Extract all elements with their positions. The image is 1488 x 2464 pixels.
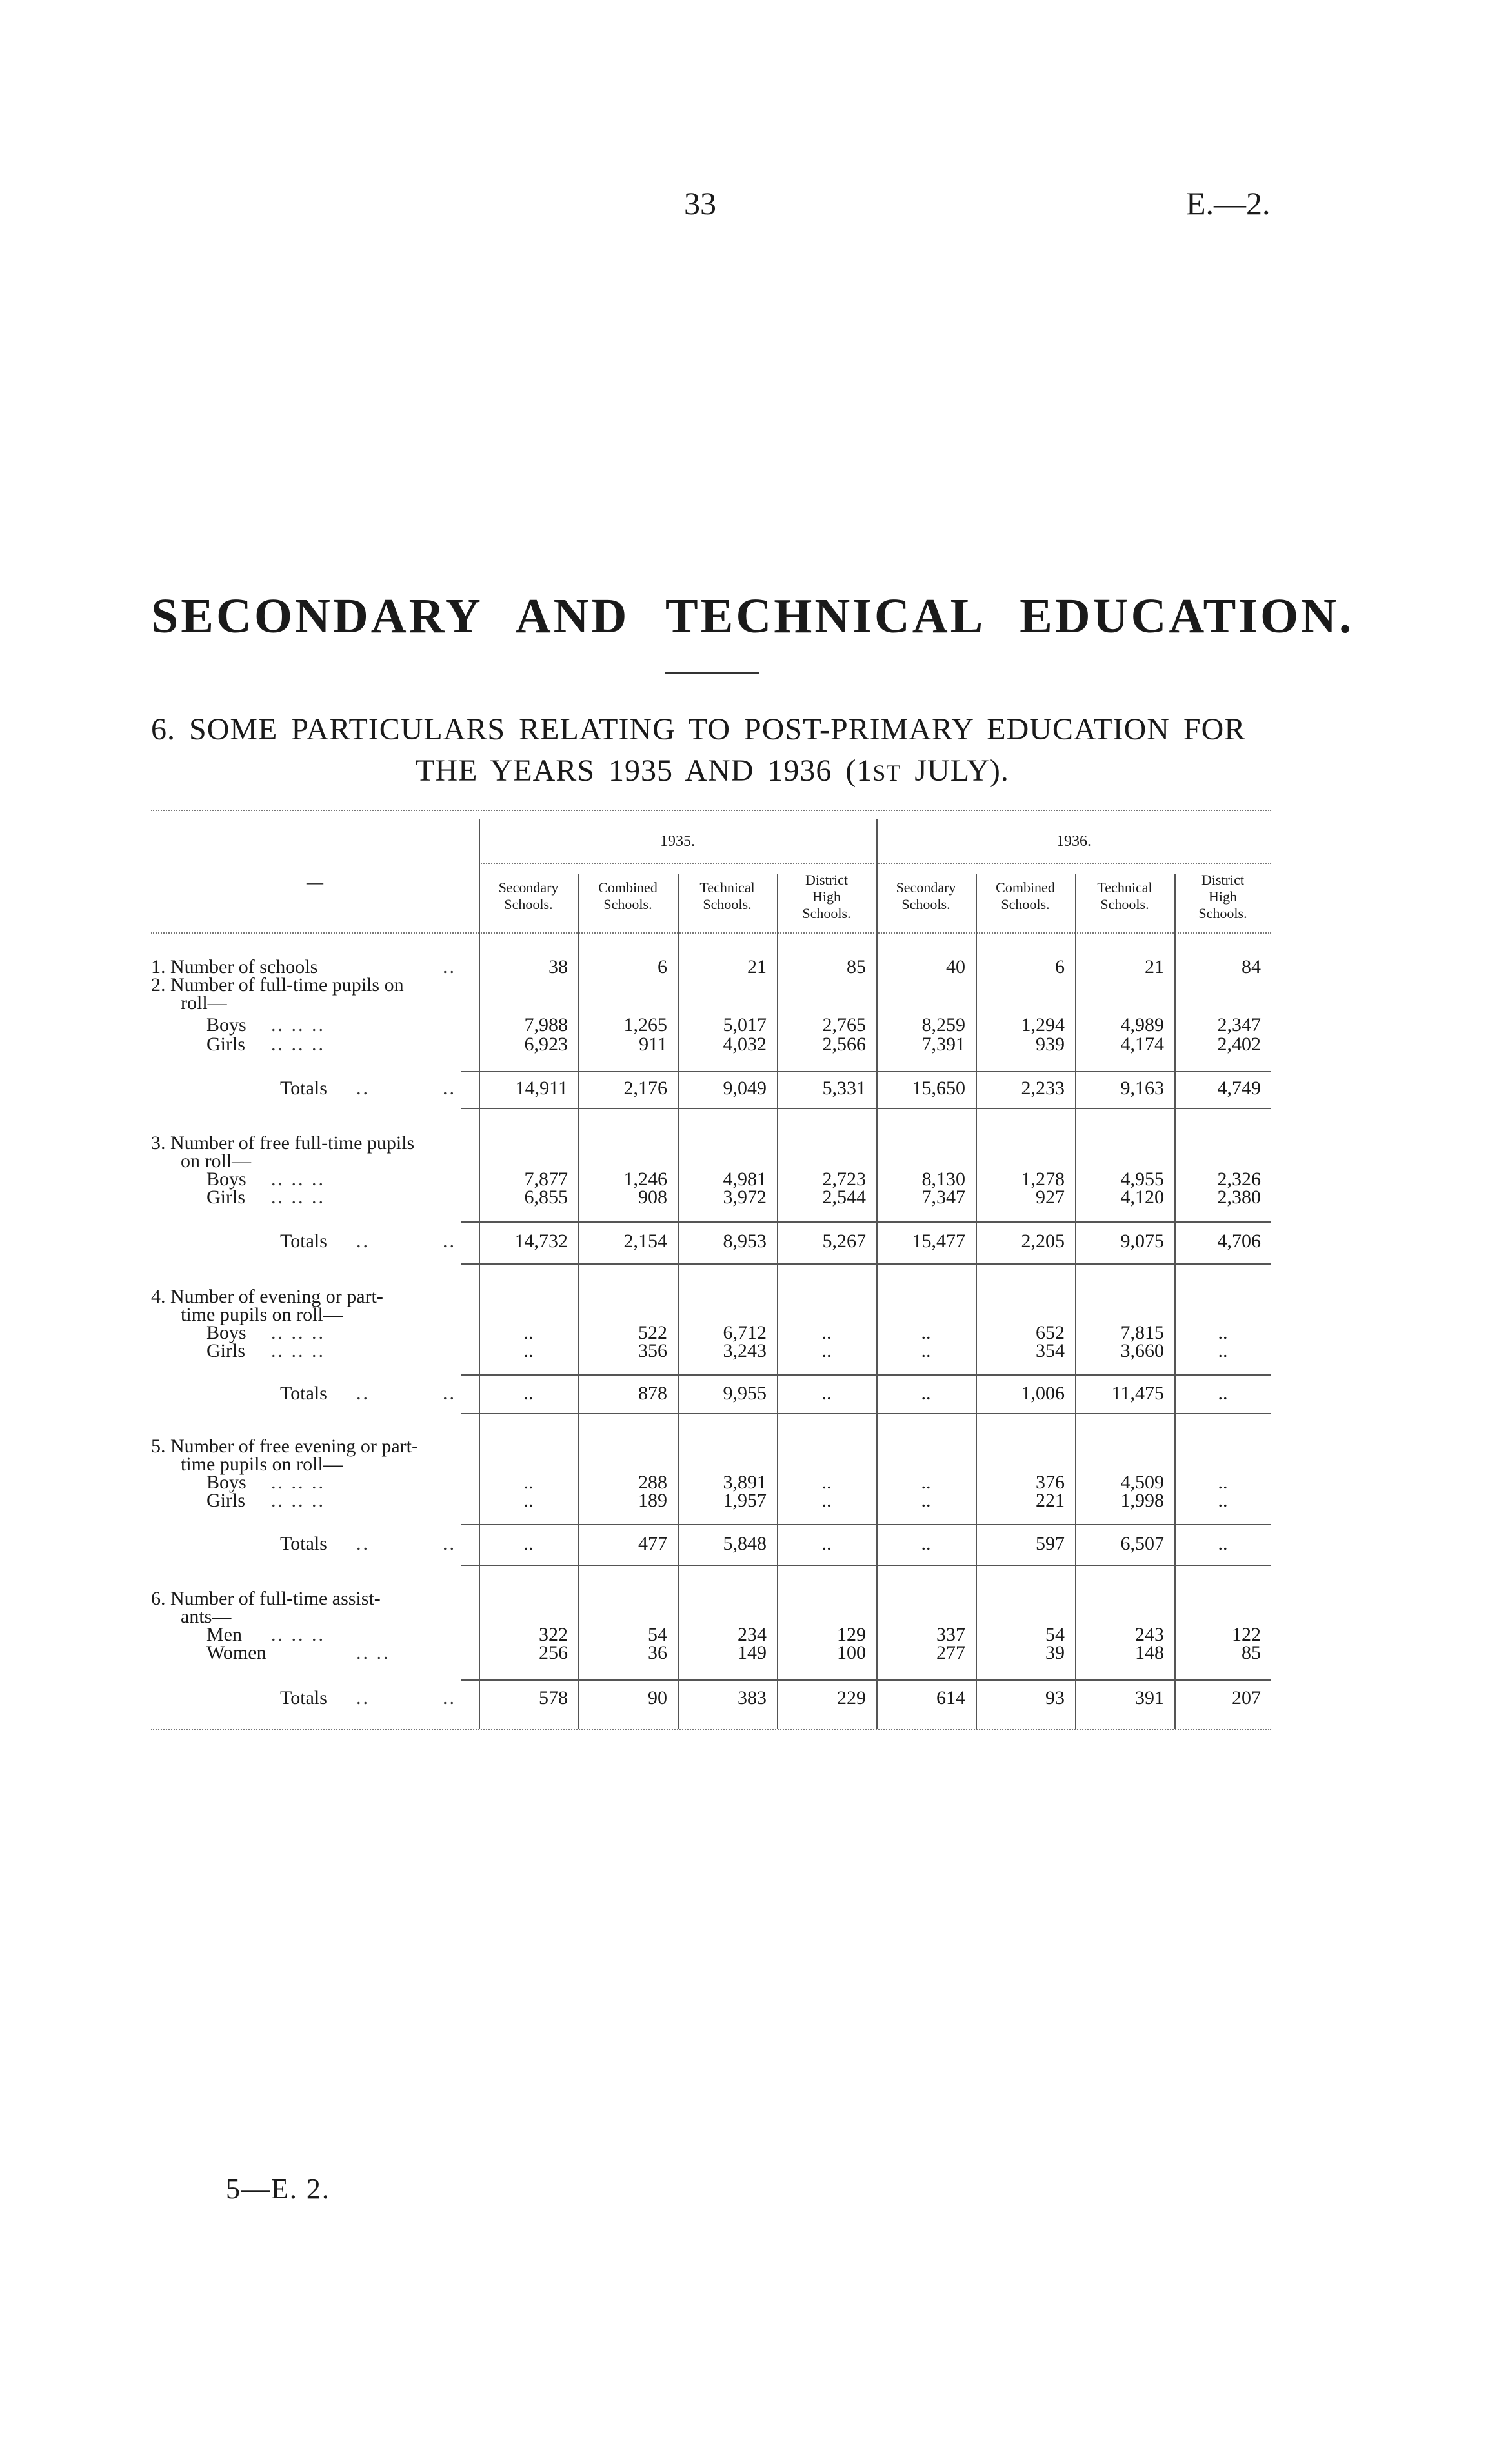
year-1935-header: 1935. [660, 833, 695, 850]
table-cell: 2,765 [822, 1014, 866, 1036]
col-header-line: Schools. [504, 896, 553, 912]
table-cell: 9,049 [723, 1077, 767, 1099]
label-assistants-cont: ants— [181, 1606, 232, 1627]
table-cell: 38 [548, 956, 568, 977]
table-cell: 376 [1036, 1472, 1065, 1493]
col-header-1936-secondary [876, 879, 976, 913]
table-cell: 6 [658, 956, 667, 977]
label-women: Women [206, 1642, 266, 1663]
table-cell: .. [821, 1533, 832, 1554]
table-cell: .. [523, 1490, 534, 1511]
table-cell: 9,075 [1120, 1230, 1164, 1252]
col-header-line: Secondary [896, 879, 956, 896]
table-cell: 149 [738, 1642, 767, 1663]
header-bottom-rule [151, 932, 1271, 934]
table-cell: .. [523, 1533, 534, 1554]
col-header-line: High [1209, 888, 1237, 905]
label-girls: Girls [206, 1340, 245, 1361]
table-cell: 878 [638, 1383, 667, 1404]
table-cell: 2,402 [1217, 1034, 1261, 1055]
label-full-time-pupils: 2. Number of full-time pupils on [151, 974, 404, 996]
col-header-line: Technical [1097, 879, 1152, 896]
table-cell: 85 [847, 956, 866, 977]
table-cell: 2,233 [1021, 1077, 1065, 1099]
label-totals: Totals [280, 1687, 327, 1708]
table-cell: 4,509 [1120, 1472, 1164, 1493]
table-cell: 578 [539, 1687, 568, 1708]
col-header-1936-technical [1075, 879, 1174, 913]
table-cell: 391 [1135, 1687, 1164, 1708]
label-totals: Totals [280, 1077, 327, 1099]
table-cell: 5,267 [822, 1230, 866, 1252]
table-cell: 356 [638, 1340, 667, 1361]
document-reference: E.—2. [1186, 185, 1271, 221]
table-cell: 14,732 [514, 1230, 568, 1252]
table-title-line-2-text: THE YEARS 1935 AND 1936 (1 [416, 754, 873, 788]
table-cell: .. [1218, 1322, 1228, 1343]
dots: .. .. .. [271, 1322, 325, 1343]
table-cell: 7,347 [921, 1187, 965, 1208]
table-cell: 6,712 [723, 1322, 767, 1343]
table-cell: 4,989 [1120, 1014, 1164, 1036]
label-men: Men [206, 1624, 242, 1645]
table-cell: 2,347 [1217, 1014, 1261, 1036]
table-cell: 8,953 [723, 1230, 767, 1252]
table-cell: 7,391 [921, 1034, 965, 1055]
table-cell: 614 [936, 1687, 965, 1708]
table-cell: 54 [648, 1624, 667, 1645]
table-bottom-rule [151, 1729, 1271, 1730]
table-cell: 243 [1135, 1624, 1164, 1645]
table-cell: .. [523, 1383, 534, 1404]
col-divider-7 [1174, 874, 1176, 1729]
table-cell: 8,259 [921, 1014, 965, 1036]
dots: .. [356, 1383, 370, 1404]
label-number-of-schools: 1. Number of schools [151, 956, 318, 977]
dots: .. [443, 956, 456, 977]
table-cell: .. [921, 1533, 931, 1554]
table-cell: .. [1218, 1533, 1228, 1554]
table-cell: .. [523, 1340, 534, 1361]
table-cell: 477 [638, 1533, 667, 1554]
dots: .. .. [356, 1642, 390, 1663]
table-cell: 6,855 [524, 1187, 568, 1208]
footer-reference: 5—E. 2. [226, 2173, 330, 2205]
col-divider-5 [976, 874, 977, 1729]
table-cell: 2,154 [623, 1230, 667, 1252]
dots: .. [356, 1077, 370, 1099]
statistics-table [151, 810, 1271, 1732]
dots: .. .. .. [271, 1034, 325, 1055]
table-cell: 3,243 [723, 1340, 767, 1361]
table-cell: 597 [1036, 1533, 1065, 1554]
table-cell: 4,706 [1217, 1230, 1261, 1252]
table-cell: 11,475 [1111, 1383, 1164, 1404]
label-free-evening-pupils-cont: time pupils on roll— [181, 1454, 343, 1475]
col-header-line: Schools. [703, 896, 752, 912]
table-cell: .. [523, 1322, 534, 1343]
table-cell: 148 [1135, 1642, 1164, 1663]
table-cell: .. [1218, 1472, 1228, 1493]
rule-ft-totals-top [461, 1071, 1271, 1072]
dots: .. .. .. [271, 1187, 325, 1208]
col-header-line: District [805, 872, 848, 888]
rule-staff-totals-top [461, 1679, 1271, 1681]
table-cell: 234 [738, 1624, 767, 1645]
table-cell: 6 [1055, 956, 1065, 977]
table-cell: .. [821, 1340, 832, 1361]
table-cell: 7,815 [1120, 1322, 1164, 1343]
year-1936-header: 1936. [1056, 833, 1091, 850]
rule-ft-totals-bottom [461, 1108, 1271, 1109]
table-cell: 4,174 [1120, 1034, 1164, 1055]
table-cell: 15,650 [912, 1077, 965, 1099]
col-divider-3 [777, 874, 778, 1729]
table-cell: 927 [1036, 1187, 1065, 1208]
dots: .. [443, 1687, 456, 1708]
title-rule [665, 672, 759, 674]
table-cell: .. [1218, 1383, 1228, 1404]
dots: .. .. .. [271, 1168, 325, 1190]
table-cell: 4,120 [1120, 1187, 1164, 1208]
col-header-line: Technical [699, 879, 755, 896]
label-girls: Girls [206, 1187, 245, 1208]
table-cell: 21 [747, 956, 767, 977]
table-cell: 90 [648, 1687, 667, 1708]
table-cell: 908 [638, 1187, 667, 1208]
col-header-line: Schools. [1001, 896, 1050, 912]
table-cell: 1,278 [1021, 1168, 1065, 1190]
table-cell: 652 [1036, 1322, 1065, 1343]
table-cell: 2,326 [1217, 1168, 1261, 1190]
table-cell: 1,294 [1021, 1014, 1065, 1036]
dots: .. .. .. [271, 1490, 325, 1511]
table-cell: 6,923 [524, 1034, 568, 1055]
label-free-full-time-pupils-cont: on roll— [181, 1150, 252, 1172]
label-evening-pupils-cont: time pupils on roll— [181, 1304, 343, 1325]
table-cell: 4,955 [1120, 1168, 1164, 1190]
table-cell: 6,507 [1120, 1533, 1164, 1554]
table-cell: .. [1218, 1340, 1228, 1361]
table-cell: 84 [1242, 956, 1261, 977]
table-cell: 8,130 [921, 1168, 965, 1190]
table-cell: .. [921, 1340, 931, 1361]
col-divider-2 [678, 874, 679, 1729]
stub-divider [479, 819, 480, 1729]
label-boys: Boys [206, 1168, 246, 1190]
table-cell: 5,331 [822, 1077, 866, 1099]
dots: .. [443, 1533, 456, 1554]
table-title-line-1: 6. SOME PARTICULARS RELATING TO POST-PRIMARY EDUCATION FOR [151, 712, 1246, 746]
label-boys: Boys [206, 1472, 246, 1493]
table-cell: 4,032 [723, 1034, 767, 1055]
dots: .. .. .. [271, 1472, 325, 1493]
table-cell: 9,955 [723, 1383, 767, 1404]
rule-eve-totals-top [461, 1374, 1271, 1376]
rule-free-totals-bottom [461, 1263, 1271, 1265]
col-header-line: Schools. [603, 896, 652, 912]
label-boys: Boys [206, 1014, 246, 1036]
col-header-1935-secondary [479, 879, 578, 913]
rule-free-eve-totals-top [461, 1524, 1271, 1525]
table-cell: 2,176 [623, 1077, 667, 1099]
table-cell: 4,981 [723, 1168, 767, 1190]
col-header-line: High [812, 888, 841, 905]
table-cell: 2,566 [822, 1034, 866, 1055]
table-cell: 9,163 [1120, 1077, 1164, 1099]
table-cell: 911 [639, 1034, 667, 1055]
year-divider [876, 819, 878, 1729]
table-cell: 15,477 [912, 1230, 965, 1252]
table-cell: 93 [1045, 1687, 1065, 1708]
label-evening-pupils: 4. Number of evening or part- [151, 1286, 383, 1307]
table-cell: 1,957 [723, 1490, 767, 1511]
col-header-1936-district-high [1174, 872, 1271, 922]
table-cell: 207 [1232, 1687, 1261, 1708]
table-cell: .. [821, 1322, 832, 1343]
col-header-1935-combined [578, 879, 678, 913]
table-cell: 354 [1036, 1340, 1065, 1361]
table-cell: 383 [738, 1687, 767, 1708]
label-totals: Totals [280, 1383, 327, 1404]
table-cell: .. [921, 1322, 931, 1343]
label-totals: Totals [280, 1230, 327, 1252]
dots: .. [443, 1383, 456, 1404]
col-header-1935-district-high [777, 872, 876, 922]
table-cell: 54 [1045, 1624, 1065, 1645]
dots: .. [356, 1230, 370, 1252]
table-cell: 221 [1036, 1490, 1065, 1511]
dots: .. [356, 1687, 370, 1708]
table-cell: 522 [638, 1322, 667, 1343]
table-cell: 2,723 [822, 1168, 866, 1190]
table-cell: 189 [638, 1490, 667, 1511]
label-free-full-time-pupils: 3. Number of free full-time pupils [151, 1132, 415, 1154]
table-cell: 2,544 [822, 1187, 866, 1208]
table-cell: 36 [648, 1642, 667, 1663]
table-cell: .. [821, 1472, 832, 1493]
dots: .. .. .. [271, 1340, 325, 1361]
table-cell: 3,972 [723, 1187, 767, 1208]
table-cell: 256 [539, 1642, 568, 1663]
col-header-line: Secondary [498, 879, 559, 896]
table-title-superscript: ST [872, 760, 901, 786]
stub-header: — [307, 873, 323, 892]
table-cell: .. [1218, 1490, 1228, 1511]
table-title-line-2 [151, 753, 1274, 788]
rule-free-totals-top [461, 1221, 1271, 1223]
table-cell: 1,998 [1120, 1490, 1164, 1511]
year-header-rule [479, 863, 1271, 864]
table-cell: 3,891 [723, 1472, 767, 1493]
table-title-line-2-end: JULY). [901, 754, 1009, 788]
table-cell: 4,749 [1217, 1077, 1261, 1099]
rule-free-eve-totals-bottom [461, 1565, 1271, 1566]
col-header-1936-combined [976, 879, 1075, 913]
table-cell: 5,017 [723, 1014, 767, 1036]
table-cell: 939 [1036, 1034, 1065, 1055]
col-header-line: Schools. [802, 905, 851, 921]
dots: .. .. .. [271, 1624, 325, 1645]
table-cell: 3,660 [1120, 1340, 1164, 1361]
table-cell: .. [921, 1383, 931, 1404]
table-cell: 5,848 [723, 1533, 767, 1554]
table-cell: 1,246 [623, 1168, 667, 1190]
table-cell: 85 [1242, 1642, 1261, 1663]
table-cell: .. [921, 1490, 931, 1511]
main-title: SECONDARY AND TECHNICAL EDUCATION. [151, 589, 1354, 643]
col-header-line: Combined [598, 879, 658, 896]
label-assistants: 6. Number of full-time assist- [151, 1588, 381, 1609]
table-cell: 21 [1145, 956, 1164, 977]
col-header-1935-technical [678, 879, 777, 913]
table-cell: 129 [837, 1624, 866, 1645]
table-cell: 7,988 [524, 1014, 568, 1036]
table-cell: .. [921, 1472, 931, 1493]
table-cell: 39 [1045, 1642, 1065, 1663]
table-cell: .. [821, 1383, 832, 1404]
table-cell: 122 [1232, 1624, 1261, 1645]
dots: .. [443, 1230, 456, 1252]
table-cell: 337 [936, 1624, 965, 1645]
col-header-line: Combined [996, 879, 1055, 896]
label-boys: Boys [206, 1322, 246, 1343]
table-cell: 229 [837, 1687, 866, 1708]
table-cell: 2,205 [1021, 1230, 1065, 1252]
col-header-line: Schools. [1100, 896, 1149, 912]
table-cell: 277 [936, 1642, 965, 1663]
col-header-line: Schools. [901, 896, 950, 912]
table-cell: 1,265 [623, 1014, 667, 1036]
col-header-line: Schools. [1198, 905, 1247, 921]
table-cell: 288 [638, 1472, 667, 1493]
table-cell: 1,006 [1021, 1383, 1065, 1404]
dots: .. [443, 1077, 456, 1099]
table-cell: 322 [539, 1624, 568, 1645]
col-header-line: District [1201, 872, 1244, 888]
dots: .. [356, 1533, 370, 1554]
table-top-rule [151, 810, 1271, 811]
col-divider-6 [1075, 874, 1076, 1729]
table-cell: 2,380 [1217, 1187, 1261, 1208]
label-free-evening-pupils: 5. Number of free evening or part- [151, 1436, 418, 1457]
table-cell: 100 [837, 1642, 866, 1663]
table-cell: 7,877 [524, 1168, 568, 1190]
label-girls: Girls [206, 1490, 245, 1511]
col-divider-1 [578, 874, 579, 1729]
page-number: 33 [684, 185, 716, 221]
dots: .. .. .. [271, 1014, 325, 1036]
label-full-time-pupils-cont: roll— [181, 992, 227, 1014]
label-totals: Totals [280, 1533, 327, 1554]
table-cell: 40 [946, 956, 965, 977]
rule-eve-totals-bottom [461, 1413, 1271, 1414]
table-cell: .. [523, 1472, 534, 1493]
label-girls: Girls [206, 1034, 245, 1055]
table-cell: 14,911 [515, 1077, 568, 1099]
table-cell: .. [821, 1490, 832, 1511]
